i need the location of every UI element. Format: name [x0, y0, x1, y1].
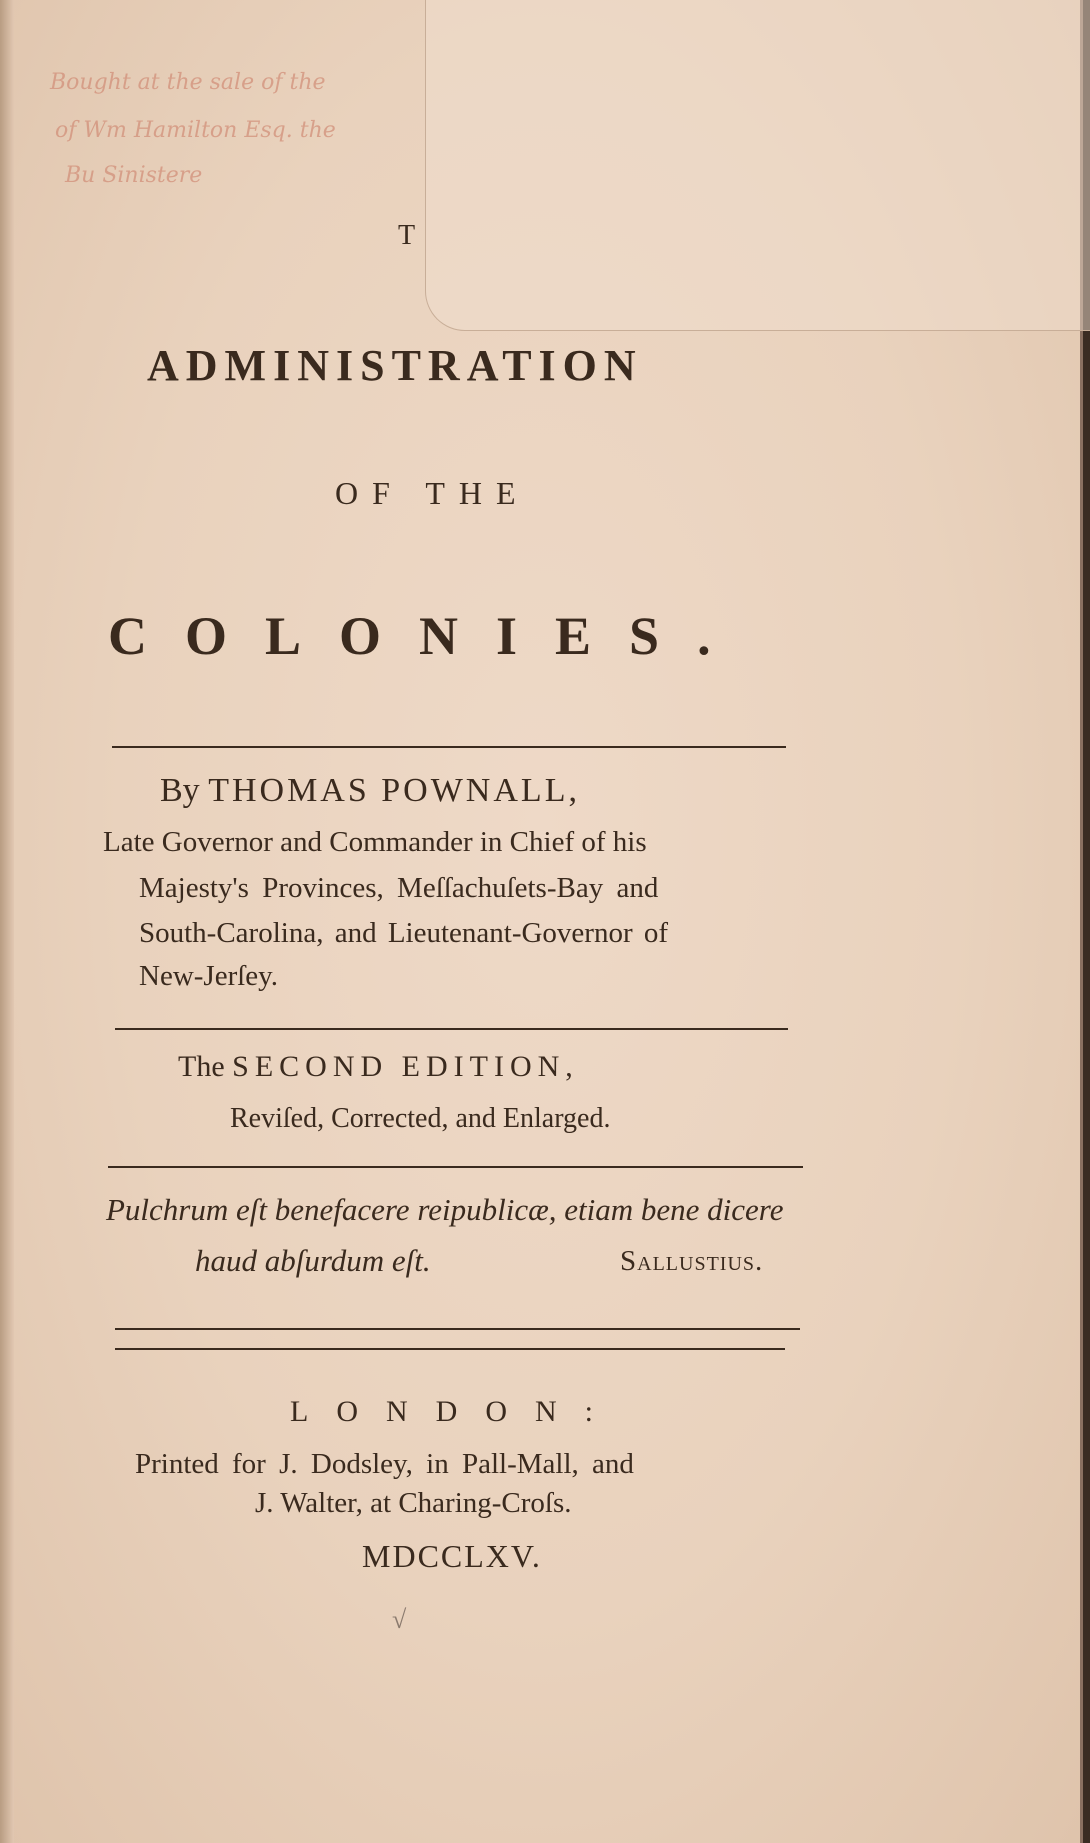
author-description: South-Carolina, and Lieutenant-Governor of	[139, 917, 669, 949]
author-description: New-Jerſey.	[139, 960, 279, 992]
epigraph-line: Pulchrum eſt benefacere reipublicæ, etiam bene dicere	[106, 1192, 784, 1227]
author-description: Late Governor and Commander in Chief of his	[103, 826, 647, 858]
edition-main: SECOND EDITION,	[232, 1050, 579, 1083]
title-line: OF THE	[335, 475, 530, 511]
handwritten-inscription-line: of Wm Hamilton Esq. the	[55, 118, 336, 143]
imprint-year: MDCCLXV.	[362, 1538, 542, 1574]
double-rule-top	[115, 1328, 800, 1330]
binding-edge	[0, 0, 14, 1843]
title-line: COLONIES.	[108, 606, 749, 666]
divider-rule	[112, 746, 786, 748]
title-fragment: T	[398, 220, 416, 251]
imprint-line: J. Walter, at Charing-Croſs.	[255, 1487, 572, 1519]
imprint-city: LONDON:	[290, 1395, 621, 1428]
title-line: ADMINISTRATION	[147, 341, 643, 390]
torn-paper-edge	[425, 0, 1090, 331]
author-name: THOMAS POWNALL,	[208, 772, 580, 809]
divider-rule	[115, 1028, 788, 1030]
byline-prefix: By	[160, 772, 200, 809]
divider-rule	[108, 1166, 803, 1168]
edition-line	[178, 1050, 579, 1084]
double-rule-bottom	[115, 1348, 785, 1350]
handwritten-inscription-line: Bought at the sale of the	[50, 70, 326, 95]
imprint-line: Printed for J. Dodsley, in Pall-Mall, and	[135, 1448, 634, 1480]
edition-prefix: The	[178, 1050, 225, 1083]
author-line	[160, 772, 580, 810]
epigraph-attribution: Sallustius.	[620, 1245, 764, 1277]
author-description: Majesty's Provinces, Meſſachuſets-Bay and	[139, 872, 659, 904]
epigraph-line: haud abſurdum eſt.	[195, 1243, 431, 1278]
pencil-check-mark: √	[392, 1605, 407, 1634]
handwritten-inscription-line: Bu Sinistere	[65, 163, 203, 188]
edition-subtitle: Reviſed, Corrected, and Enlarged.	[230, 1103, 611, 1134]
